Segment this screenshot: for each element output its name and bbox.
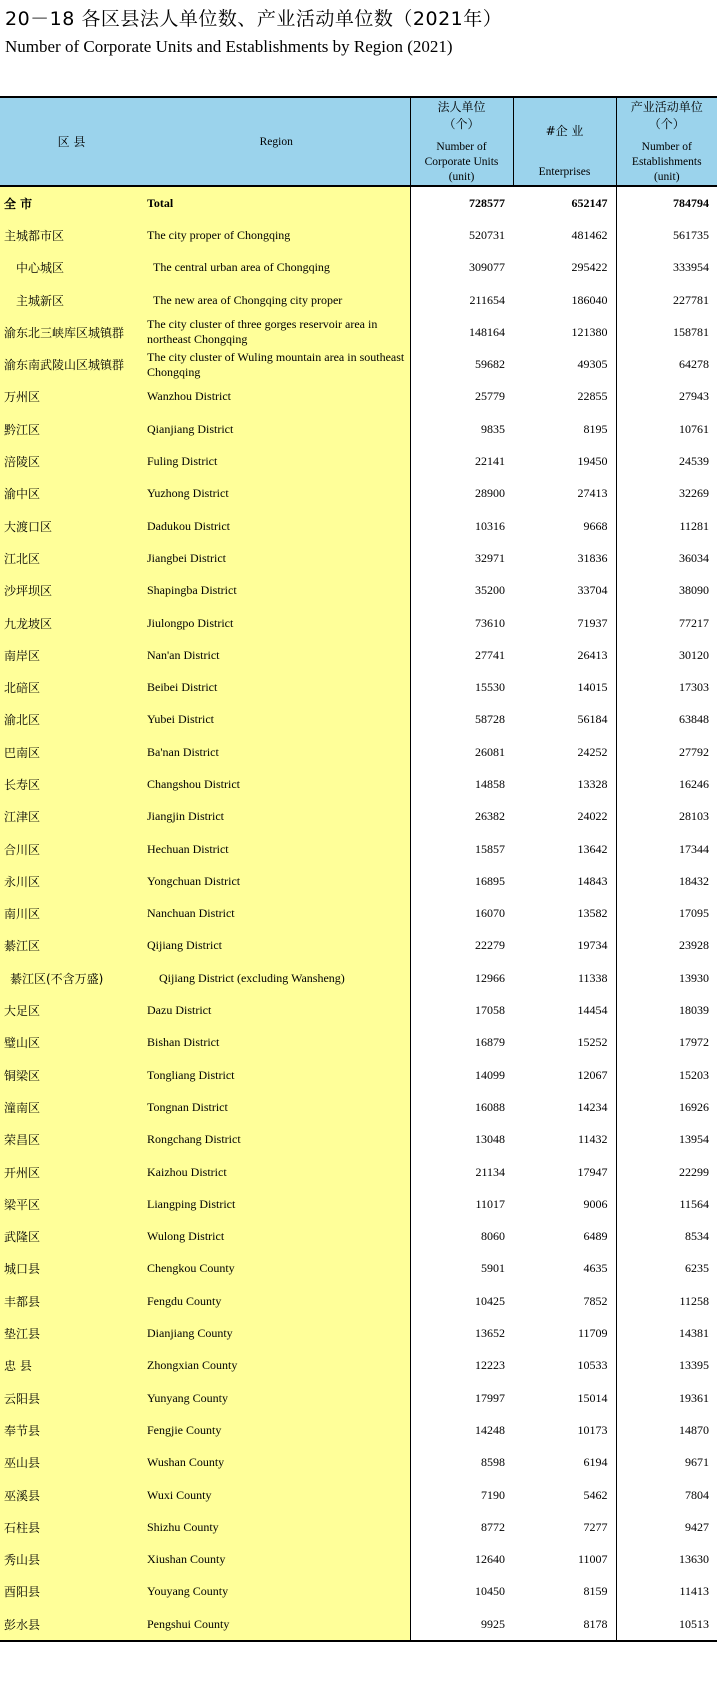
region-name-en: Jiangbei District: [143, 542, 410, 574]
enterprises-value: 481462: [571, 227, 608, 242]
region-name-en: Hechuan District: [143, 833, 410, 865]
corporate-units-value: 73610: [410, 607, 513, 639]
region-name-en: Rongchang District: [143, 1124, 410, 1156]
table-row: [0, 348, 717, 380]
region-name-cn: 南岸区: [0, 639, 143, 671]
region-name-cn: 沙坪坝区: [0, 575, 143, 607]
enterprises-value: 13328: [577, 776, 608, 791]
table-row: [0, 801, 717, 833]
establishments-value: 17972: [616, 1027, 717, 1059]
region-name-en: Qijiang District (excluding Wansheng): [143, 962, 410, 994]
region-name-en: Pengshui County: [143, 1608, 410, 1641]
corporate-units-value: 16088: [410, 1091, 513, 1123]
region-name-en: Ba'nan District: [143, 736, 410, 768]
corporate-units-value: 13048: [410, 1124, 513, 1156]
establishments-value: 561735: [616, 219, 717, 251]
corporate-units-value: 5901: [410, 1253, 513, 1285]
region-name-cn: 九龙坡区: [0, 607, 143, 639]
header-enterprises: #企 业 Enterprises: [513, 97, 616, 186]
region-name-cn: 永川区: [0, 865, 143, 897]
table-row: [0, 865, 717, 897]
table-row: [0, 510, 717, 542]
table-row: [0, 186, 717, 219]
table-body: [0, 186, 717, 1641]
corporate-units-value: 22279: [410, 930, 513, 962]
establishments-value: 77217: [616, 607, 717, 639]
enterprises-value: 13642: [577, 841, 608, 856]
region-name-cn: 云阳县: [0, 1382, 143, 1414]
enterprises-value: 10173: [577, 1422, 608, 1437]
enterprises-value: 33704: [577, 583, 608, 598]
region-name-cn: 江津区: [0, 801, 143, 833]
establishments-value: 16246: [616, 768, 717, 800]
table-row: [0, 1253, 717, 1285]
establishments-value: 30120: [616, 639, 717, 671]
table-row: [0, 1124, 717, 1156]
table-row: [0, 704, 717, 736]
region-name-cn: 长寿区: [0, 768, 143, 800]
region-name-en: Tongnan District: [143, 1091, 410, 1123]
region-name-en: The new area of Chongqing city proper: [143, 284, 410, 316]
region-name-en: Yubei District: [143, 704, 410, 736]
establishments-value: 8534: [616, 1221, 717, 1253]
region-name-en: Wushan County: [143, 1447, 410, 1479]
enterprises-value: 15252: [577, 1035, 608, 1050]
table-row: [0, 768, 717, 800]
corporate-units-value: 8598: [410, 1447, 513, 1479]
corporate-units-value: 14099: [410, 1059, 513, 1091]
header-establishments: 产业活动单位 （个） Number of Establishments (unit): [616, 97, 717, 186]
enterprises-value: 14454: [577, 1003, 608, 1018]
region-name-en: Nan'an District: [143, 639, 410, 671]
table-row: [0, 833, 717, 865]
corporate-units-value: 11017: [410, 1188, 513, 1220]
establishments-value: 13395: [616, 1350, 717, 1382]
corporate-units-value: 28900: [410, 478, 513, 510]
establishments-value: 14381: [616, 1317, 717, 1349]
enterprises-value: 186040: [571, 292, 608, 307]
table-row: [0, 381, 717, 413]
corporate-units-value: 59682: [410, 348, 513, 380]
table-row: [0, 1382, 717, 1414]
establishments-value: 18432: [616, 865, 717, 897]
corporate-units-value: 16879: [410, 1027, 513, 1059]
table-row: [0, 1447, 717, 1479]
corporate-units-value: 26081: [410, 736, 513, 768]
region-name-en: The city cluster of Wuling mountain area in southeast Chongqing: [143, 348, 410, 380]
enterprises-value: 295422: [571, 260, 608, 275]
region-name-cn: 秀山县: [0, 1543, 143, 1575]
region-name-cn: 潼南区: [0, 1091, 143, 1123]
corporate-units-value: 520731: [410, 219, 513, 251]
table-row: [0, 1027, 717, 1059]
establishments-value: 10761: [616, 413, 717, 445]
establishments-value: 22299: [616, 1156, 717, 1188]
region-name-cn: 荣昌区: [0, 1124, 143, 1156]
table-row: [0, 575, 717, 607]
region-units-table: [0, 96, 717, 1642]
table-row: [0, 1059, 717, 1091]
establishments-value: 9671: [616, 1447, 717, 1479]
enterprises-value: 9668: [583, 518, 608, 533]
enterprises-value: 14015: [577, 680, 608, 695]
establishments-value: 24539: [616, 445, 717, 477]
region-name-cn: 渝东北三峡库区城镇群: [0, 316, 143, 348]
corporate-units-value: 148164: [410, 316, 513, 348]
region-name-en: Chengkou County: [143, 1253, 410, 1285]
region-name-en: Dianjiang County: [143, 1317, 410, 1349]
enterprises-value: 9006: [583, 1196, 608, 1211]
corporate-units-value: 21134: [410, 1156, 513, 1188]
establishments-value: 11564: [616, 1188, 717, 1220]
region-name-en: Jiangjin District: [143, 801, 410, 833]
enterprises-value: 71937: [577, 615, 608, 630]
corporate-units-value: 58728: [410, 704, 513, 736]
enterprises-value: 26413: [577, 647, 608, 662]
enterprises-value: 5462: [583, 1487, 608, 1502]
table-row: [0, 1350, 717, 1382]
enterprises-value: 13582: [577, 906, 608, 921]
establishments-value: 227781: [616, 284, 717, 316]
corporate-units-value: 10450: [410, 1576, 513, 1608]
establishments-value: 19361: [616, 1382, 717, 1414]
table-row: [0, 1091, 717, 1123]
region-name-cn: 彭水县: [0, 1608, 143, 1641]
enterprises-value: 56184: [577, 712, 608, 727]
enterprises-value: 11432: [577, 1132, 608, 1147]
corporate-units-value: 17997: [410, 1382, 513, 1414]
establishments-value: 14870: [616, 1414, 717, 1446]
region-name-en: Jiulongpo District: [143, 607, 410, 639]
table-row: [0, 413, 717, 445]
enterprises-value: 8159: [583, 1584, 608, 1599]
corporate-units-value: 17058: [410, 994, 513, 1026]
establishments-value: 784794: [616, 186, 717, 219]
establishments-value: 13930: [616, 962, 717, 994]
table-row: [0, 1221, 717, 1253]
region-name-cn: 江北区: [0, 542, 143, 574]
page-title-en: Number of Corporate Units and Establishments by Region (2021): [5, 37, 453, 56]
region-name-en: Xiushan County: [143, 1543, 410, 1575]
region-name-en: Dazu District: [143, 994, 410, 1026]
establishments-value: 32269: [616, 478, 717, 510]
establishments-value: 13630: [616, 1543, 717, 1575]
establishments-value: 17303: [616, 671, 717, 703]
region-name-cn: 合川区: [0, 833, 143, 865]
establishments-value: 36034: [616, 542, 717, 574]
region-name-en: Bishan District: [143, 1027, 410, 1059]
enterprises-value: 7277: [583, 1519, 608, 1534]
region-name-cn: 主城新区: [0, 284, 143, 316]
region-name-cn: 全 市: [0, 186, 143, 219]
corporate-units-value: 8060: [410, 1221, 513, 1253]
region-name-en: Yongchuan District: [143, 865, 410, 897]
region-name-en: Shizhu County: [143, 1511, 410, 1543]
table-row: [0, 1285, 717, 1317]
corporate-units-value: 25779: [410, 381, 513, 413]
region-name-cn: 石柱县: [0, 1511, 143, 1543]
region-name-en: Yunyang County: [143, 1382, 410, 1414]
region-name-en: Zhongxian County: [143, 1350, 410, 1382]
region-name-cn: 忠 县: [0, 1350, 143, 1382]
region-name-en: Fengdu County: [143, 1285, 410, 1317]
establishments-value: 18039: [616, 994, 717, 1026]
establishments-value: 17095: [616, 898, 717, 930]
region-name-en: Changshou District: [143, 768, 410, 800]
enterprises-value: 27413: [577, 486, 608, 501]
corporate-units-value: 10316: [410, 510, 513, 542]
table-row: [0, 316, 717, 348]
region-name-en: Shapingba District: [143, 575, 410, 607]
region-name-cn: 綦江区(不含万盛): [0, 962, 143, 994]
region-name-en: The central urban area of Chongqing: [143, 252, 410, 284]
region-name-en: Wuxi County: [143, 1479, 410, 1511]
region-name-en: Nanchuan District: [143, 898, 410, 930]
establishments-value: 16926: [616, 1091, 717, 1123]
corporate-units-value: 9835: [410, 413, 513, 445]
region-name-cn: 綦江区: [0, 930, 143, 962]
enterprises-value: 11338: [577, 970, 608, 985]
establishments-value: 38090: [616, 575, 717, 607]
establishments-value: 17344: [616, 833, 717, 865]
table-row: [0, 930, 717, 962]
corporate-units-value: 12223: [410, 1350, 513, 1382]
enterprises-value: 49305: [577, 357, 608, 372]
region-name-cn: 梁平区: [0, 1188, 143, 1220]
corporate-units-value: 16070: [410, 898, 513, 930]
header-region-en: Region: [143, 97, 410, 186]
table-row: [0, 1511, 717, 1543]
establishments-value: 13954: [616, 1124, 717, 1156]
region-name-en: Fuling District: [143, 445, 410, 477]
region-name-cn: 垫江县: [0, 1317, 143, 1349]
establishments-value: 7804: [616, 1479, 717, 1511]
region-name-cn: 大足区: [0, 994, 143, 1026]
table-row: [0, 1414, 717, 1446]
corporate-units-value: 35200: [410, 575, 513, 607]
page-title-cn: 20－18 各区县法人单位数、产业活动单位数（2021年）: [5, 8, 503, 30]
table-row: [0, 994, 717, 1026]
table-row: [0, 639, 717, 671]
enterprises-value: 14843: [577, 873, 608, 888]
region-name-en: The city proper of Chongqing: [143, 219, 410, 251]
region-name-en: Fengjie County: [143, 1414, 410, 1446]
table-header: [0, 97, 717, 186]
region-name-en: Liangping District: [143, 1188, 410, 1220]
region-name-cn: 铜梁区: [0, 1059, 143, 1091]
table-row: [0, 736, 717, 768]
enterprises-value: 6489: [583, 1229, 608, 1244]
table-row: [0, 219, 717, 251]
corporate-units-value: 14858: [410, 768, 513, 800]
establishments-value: 28103: [616, 801, 717, 833]
enterprises-value: 8195: [583, 421, 608, 436]
table-row: [0, 1576, 717, 1608]
region-name-cn: 涪陵区: [0, 445, 143, 477]
region-name-cn: 巴南区: [0, 736, 143, 768]
corporate-units-value: 32971: [410, 542, 513, 574]
establishments-value: 63848: [616, 704, 717, 736]
table-row: [0, 962, 717, 994]
corporate-units-value: 27741: [410, 639, 513, 671]
corporate-units-value: 16895: [410, 865, 513, 897]
region-name-en: Kaizhou District: [143, 1156, 410, 1188]
corporate-units-value: 13652: [410, 1317, 513, 1349]
header-corporate-units: 法人单位 （个） Number of Corporate Units (unit): [410, 97, 513, 186]
region-name-en: Youyang County: [143, 1576, 410, 1608]
region-name-cn: 渝东南武陵山区城镇群: [0, 348, 143, 380]
corporate-units-value: 12966: [410, 962, 513, 994]
table-row: [0, 1543, 717, 1575]
corporate-units-value: 309077: [410, 252, 513, 284]
establishments-value: 10513: [616, 1608, 717, 1641]
table-row: [0, 1608, 717, 1641]
table-row: [0, 542, 717, 574]
region-name-en: Tongliang District: [143, 1059, 410, 1091]
enterprises-value: 6194: [583, 1455, 608, 1470]
region-name-cn: 北碚区: [0, 671, 143, 703]
table-row: [0, 1479, 717, 1511]
establishments-value: 333954: [616, 252, 717, 284]
region-name-en: Wulong District: [143, 1221, 410, 1253]
region-name-en: Qijiang District: [143, 930, 410, 962]
corporate-units-value: 15857: [410, 833, 513, 865]
region-name-cn: 城口县: [0, 1253, 143, 1285]
region-name-cn: 主城都市区: [0, 219, 143, 251]
region-name-en: Qianjiang District: [143, 413, 410, 445]
header-region-cn: 区 县: [0, 97, 143, 186]
table-row: [0, 1317, 717, 1349]
region-name-en: The city cluster of three gorges reservoir area in northeast Chongqing: [143, 316, 410, 348]
corporate-units-value: 26382: [410, 801, 513, 833]
region-name-cn: 开州区: [0, 1156, 143, 1188]
establishments-value: 9427: [616, 1511, 717, 1543]
establishments-value: 15203: [616, 1059, 717, 1091]
establishments-value: 64278: [616, 348, 717, 380]
enterprises-value: 11709: [577, 1326, 608, 1341]
region-name-cn: 南川区: [0, 898, 143, 930]
corporate-units-value: 211654: [410, 284, 513, 316]
corporate-units-value: 22141: [410, 445, 513, 477]
enterprises-value: 12067: [577, 1067, 608, 1082]
corporate-units-value: 7190: [410, 1479, 513, 1511]
enterprises-value: 24022: [577, 809, 608, 824]
corporate-units-value: 8772: [410, 1511, 513, 1543]
table-row: [0, 1156, 717, 1188]
table-row: [0, 445, 717, 477]
region-name-cn: 黔江区: [0, 413, 143, 445]
region-name-en: Wanzhou District: [143, 381, 410, 413]
establishments-value: 11413: [616, 1576, 717, 1608]
establishments-value: 27792: [616, 736, 717, 768]
region-name-cn: 巫山县: [0, 1447, 143, 1479]
enterprises-value: 11007: [577, 1552, 608, 1567]
region-name-en: Yuzhong District: [143, 478, 410, 510]
enterprises-value: 19450: [577, 454, 608, 469]
corporate-units-value: 9925: [410, 1608, 513, 1641]
region-name-cn: 渝中区: [0, 478, 143, 510]
enterprises-value: 22855: [577, 389, 608, 404]
establishments-value: 27943: [616, 381, 717, 413]
corporate-units-value: 12640: [410, 1543, 513, 1575]
enterprises-value: 7852: [583, 1293, 608, 1308]
table-row: [0, 1188, 717, 1220]
establishments-value: 23928: [616, 930, 717, 962]
region-name-cn: 万州区: [0, 381, 143, 413]
establishments-value: 158781: [616, 316, 717, 348]
region-name-cn: 丰都县: [0, 1285, 143, 1317]
establishments-value: 11258: [616, 1285, 717, 1317]
enterprises-value: 31836: [577, 550, 608, 565]
region-name-cn: 奉节县: [0, 1414, 143, 1446]
enterprises-value: 652147: [571, 195, 608, 210]
region-name-cn: 渝北区: [0, 704, 143, 736]
corporate-units-value: 728577: [410, 186, 513, 219]
corporate-units-value: 15530: [410, 671, 513, 703]
region-name-cn: 璧山区: [0, 1027, 143, 1059]
corporate-units-value: 14248: [410, 1414, 513, 1446]
enterprises-value: 17947: [577, 1164, 608, 1179]
region-name-en: Dadukou District: [143, 510, 410, 542]
region-name-cn: 大渡口区: [0, 510, 143, 542]
enterprises-value: 4635: [583, 1261, 608, 1276]
enterprises-value: 24252: [577, 744, 608, 759]
table-row: [0, 898, 717, 930]
table-row: [0, 671, 717, 703]
corporate-units-value: 10425: [410, 1285, 513, 1317]
region-name-cn: 中心城区: [0, 252, 143, 284]
enterprises-value: 8178: [513, 1608, 616, 1641]
table-row: [0, 252, 717, 284]
table-row: [0, 478, 717, 510]
table-row: [0, 284, 717, 316]
enterprises-value: 14234: [577, 1099, 608, 1114]
table-row: [0, 607, 717, 639]
region-name-en: Beibei District: [143, 671, 410, 703]
region-name-cn: 武隆区: [0, 1221, 143, 1253]
establishments-value: 11281: [616, 510, 717, 542]
enterprises-value: 10533: [577, 1358, 608, 1373]
region-name-en: Total: [143, 186, 410, 219]
enterprises-value: 19734: [577, 938, 608, 953]
enterprises-value: 15014: [577, 1390, 608, 1405]
establishments-value: 6235: [616, 1253, 717, 1285]
enterprises-value: 121380: [571, 324, 608, 339]
region-name-cn: 巫溪县: [0, 1479, 143, 1511]
region-name-cn: 酉阳县: [0, 1576, 143, 1608]
